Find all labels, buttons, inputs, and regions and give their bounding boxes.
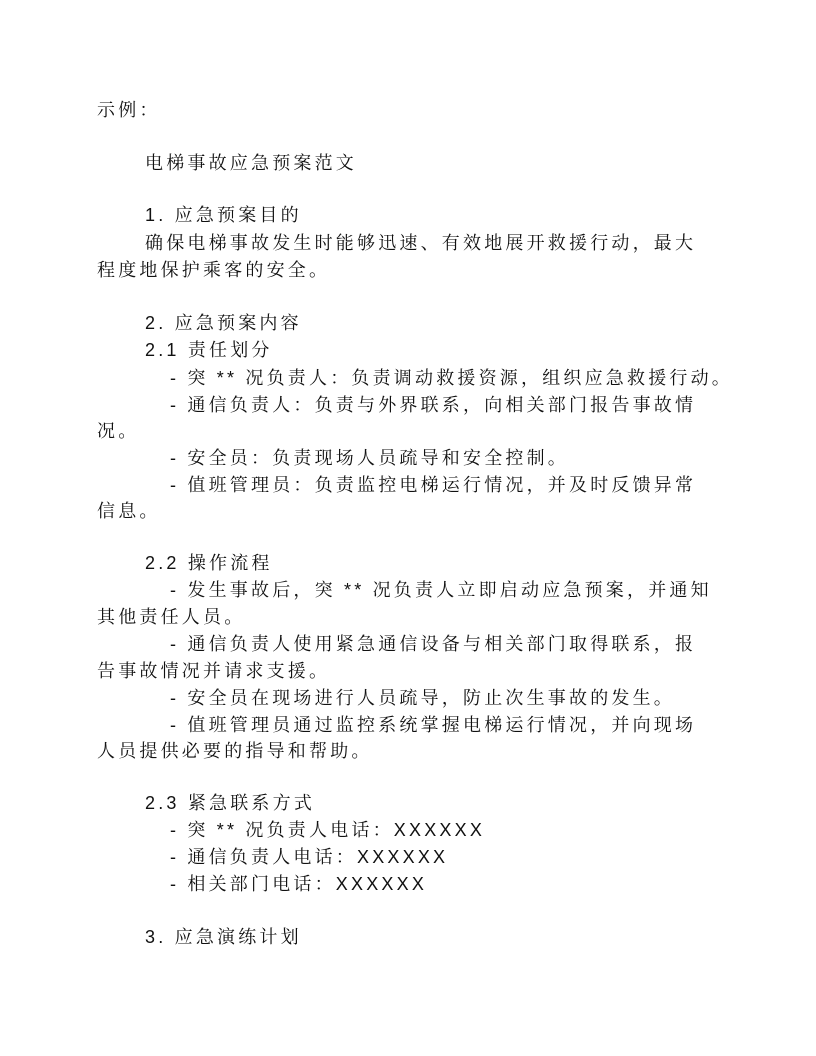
list-item: - 安全员：负责现场人员疏导和安全控制。: [170, 448, 569, 468]
list-item: - 值班管理员通过监控系统掌握电梯运行情况，并向现场: [170, 715, 697, 735]
subsection-heading: 2.3 紧急联系方式: [145, 793, 316, 813]
intro-label: 示例：: [97, 100, 161, 120]
list-item: - 突 ** 况负责人：负责调动救援资源，组织应急救援行动。: [170, 368, 734, 388]
list-item-continuation: 信息。: [97, 501, 161, 521]
subsection-heading: 2.2 操作流程: [145, 553, 273, 573]
contact-item: - 相关部门电话：XXXXXX: [170, 874, 428, 894]
paragraph-line: 确保电梯事故发生时能够迅速、有效地展开救援行动，最大: [145, 233, 697, 253]
section-heading: 1. 应急预案目的: [145, 205, 302, 225]
section-heading: 2. 应急预案内容: [145, 313, 302, 333]
list-item: - 安全员在现场进行人员疏导，防止次生事故的发生。: [170, 688, 675, 708]
contact-item: - 通信负责人电话：XXXXXX: [170, 847, 449, 867]
contact-item: - 突 ** 况负责人电话：XXXXXX: [170, 820, 486, 840]
list-item: - 通信负责人：负责与外界联系，向相关部门报告事故情: [170, 395, 697, 415]
list-item-continuation: 告事故情况并请求支援。: [97, 661, 331, 681]
paragraph-line: 程度地保护乘客的安全。: [97, 260, 331, 280]
list-item: - 值班管理员：负责监控电梯运行情况，并及时反馈异常: [170, 475, 697, 495]
list-item: - 发生事故后，突 ** 况负责人立即启动应急预案，并通知: [170, 580, 712, 600]
list-item-continuation: 人员提供必要的指导和帮助。: [97, 741, 373, 761]
list-item-continuation: 其他责任人员。: [97, 607, 246, 627]
document-title: 电梯事故应急预案范文: [145, 153, 357, 173]
subsection-heading: 2.1 责任划分: [145, 340, 273, 360]
list-item-continuation: 况。: [97, 421, 140, 441]
list-item: - 通信负责人使用紧急通信设备与相关部门取得联系，报: [170, 634, 697, 654]
section-heading: 3. 应急演练计划: [145, 927, 302, 947]
